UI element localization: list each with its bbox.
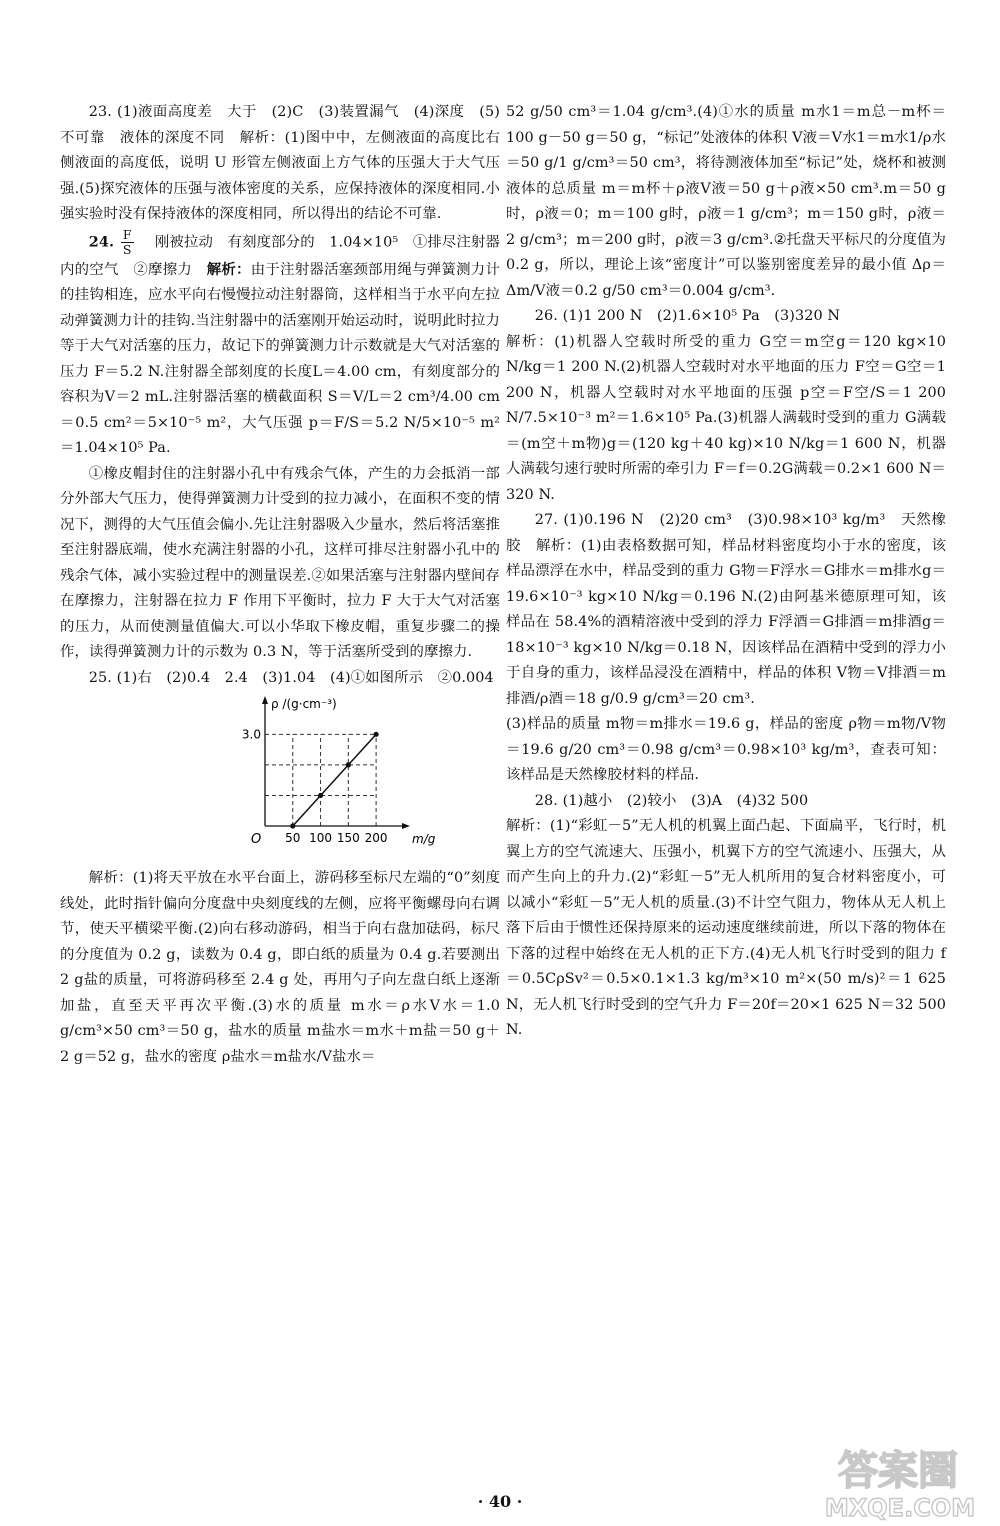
answer-24-jiexi-label: 解析：: [206, 260, 251, 278]
data-point: [290, 823, 295, 828]
svg-text:MXQE.COM: MXQE.COM: [824, 1494, 976, 1522]
answer-24-head: [60, 228, 500, 462]
answer-27-body-2: (3)样品的质量 m物＝m排水＝19.6 g，样品的密度 ρ物＝m物/V物＝19.6 g/20 cm³＝0.98 g/cm³＝0.98×10³ kg/m³，查表可知：该样品是天然橡胶材料的样品.: [506, 716, 946, 783]
x-ticks: [285, 831, 387, 845]
answer-27-body: 解析：(1)由表格数据可知，样品材料密度均小于水的密度，该样品漂浮在水中，样品受到的重力 G物＝F浮水＝G排水＝m排水g＝19.6×10⁻³ kg×10 N/kg＝0.196 N.(2)由阿基米德原理可知，该样品在 58.4%的酒精溶液中受到的浮力 F浮酒＝G排酒＝m排酒g＝18×10⁻³ kg×10 N/kg＝0.18 N，因该样品在酒精中受到的浮力小于自身的重力，该样品浸没在酒精中，样品的体积 V物＝V排酒＝m排酒/ρ酒＝18 g/0.9 g/cm³＝20 cm³.: [506, 537, 946, 707]
answer-28-head: 28. (1)越小 (2)较小 (3)A (4)32 500: [534, 792, 809, 809]
page-number: · 40 ·: [477, 1492, 523, 1511]
data-point: [374, 732, 379, 737]
y-axis-arrow: [262, 696, 268, 704]
series-line: [293, 734, 376, 826]
answer-27-head: [506, 508, 946, 712]
chart-svg: [60, 691, 500, 866]
origin-label: O: [251, 832, 262, 847]
fraction-f-over-s: [121, 228, 134, 257]
x-tick-label: 150: [336, 831, 360, 845]
fraction-denominator: S: [122, 241, 132, 257]
answer-28-body: 解析：(1)“彩虹－5”无人机的机翼上面凸起、下面扁平，飞行时，机翼上方的空气流速大、压强小，机翼下方的空气流速小、压强大，从而产生向上的升力.(2)“彩虹－5”无人机所用的复合材料密度小，可以减小“彩虹－5”无人机的质量.(3)不计空气阻力，物体从无人机上落下后由于惯性还保持原来的运动速度继续前进，所以下落的物体在下落的过程中始终在无人机的正下方.(4)无人机飞行时受到的阻力 f＝0.5CρSv²＝0.5×0.1×1.3 kg/m³×10 m²×(50 m/s)²＝1 625 N，无人机飞行时受到的空气升力 F＝20f＝20×1 625 N＝32 500 N.: [506, 818, 946, 1038]
answer-25-head: 25. (1)右 (2)0.4 2.4 (3)1.04 (4)①如图所示 ②0.004: [88, 669, 494, 686]
y-axis-label: ρ /(g·cm⁻³): [271, 697, 337, 711]
fraction-numerator: F: [122, 226, 132, 242]
right-column: [506, 100, 946, 1044]
answer-24-body: 由于注射器活塞颈部用绳与弹簧测力计的挂钩相连，应水平向右慢慢拉动注射器筒，这样相当于水平向左拉动弹簧测力计的挂钩.当注射器中的活塞刚开始运动时，说明此时拉力等于大气对活塞的压力，故记下的弹簧测力计示数就是大气对活塞的压力 F＝5.2 N.注射器全部刻度的长度L＝4.00 cm，有刻度部分的容积为V＝2 mL.注射器活塞的横截面积 S＝V/L＝2 cm³/4.00 cm＝0.5 cm²＝5×10⁻⁵ m²，大气压强 p＝F/S＝5.2 N/5×10⁻⁵ m²＝1.04×10⁵ Pa.: [60, 261, 500, 456]
data-point: [346, 762, 351, 767]
answer-26-body: 解析：(1)机器人空载时所受的重力 G空＝m空g＝120 kg×10 N/kg＝1 200 N.(2)机器人空载时对水平地面的压力 F空＝G空＝1 200 N，机器人空载时对水平地面的压强 p空＝F空/S＝1 200 N/7.5×10⁻³ m²＝1.6×10⁵ Pa.(3)机器人满载时受到的重力 G满载＝(m空＋m物)g＝(120 kg＋40 kg)×10 N/kg＝1 600 N，机器人满载匀速行驶时所需的牵引力 F＝f＝0.2G满载＝0.2×1 600 N＝320 N.: [506, 333, 946, 503]
answer-25-body: 解析：(1)将天平放在水平台面上，游码移至标尺左端的“0”刻度线处，此时指针偏向分度盘中央刻度线的左侧，应将平衡螺母向右调节，使天平横梁平衡.(2)向右移动游码，相当于向右盘加砝码，标尺的分度值为 0.2 g，读数为 0.4 g，即白纸的质量为 0.4 g.若要测出 2 g盐的质量，可将游码移至 2.4 g 处，再用勺子向左盘白纸上逐渐加盐，直至天平再次平衡.(3)水的质量 m水＝ρ水V水＝1.0 g/cm³×50 cm³＝50 g，盐水的质量 m盐水＝m水＋m盐＝50 g＋2 g＝52 g，盐水的密度 ρ盐水＝m盐水/V盐水＝: [60, 870, 500, 1065]
density-mass-graph: [60, 691, 500, 866]
answer-24-number: 24.: [88, 233, 115, 250]
answer-25-continued: 52 g/50 cm³＝1.04 g/cm³.(4)①水的质量 m水1＝m总－m杯＝100 g－50 g＝50 g，“标记”处液体的体积 V液＝V水1＝m水1/ρ水＝50 g/1 g/cm³＝50 cm³，将待测液体加至“标记”处，烧杯和被测液体的总质量 m＝m杯＋ρ液V液＝50 g＋ρ液×50 cm³.m＝50 g时，ρ液＝0；m＝100 g时，ρ液＝1 g/cm³；m＝150 g时，ρ液＝2 g/cm³；m＝200 g时，ρ液＝3 g/cm³.②托盘天平标尺的分度值为 0.2 g，所以，理论上该“密度计”可以鉴别密度差异的最小值 Δρ＝Δm/V液＝0.2 g/50 cm³＝0.004 g/cm³.: [506, 104, 947, 299]
answer-27-answers: 27. (1)0.196 N (2)20 cm³ (3)0.98×10³ kg/m³ 天然橡胶: [506, 512, 946, 554]
svg-text:答案圈: 答案圈: [838, 1448, 958, 1494]
y-tick-label: 3.0: [241, 727, 261, 742]
answer-24-answers: 刚被拉动 有刻度部分的 1.04×10⁵ ①排尽注射器内的空气 ②摩擦力: [60, 234, 500, 278]
x-axis-arrow: [402, 823, 410, 829]
x-tick-label: 200: [364, 831, 388, 845]
y-ticks: [242, 727, 261, 741]
watermark-logo: [808, 1440, 988, 1522]
left-column: [60, 100, 500, 1070]
axes: [262, 696, 410, 829]
x-axis-label: m/g: [412, 832, 436, 846]
answer-26-head: 26. (1)1 200 N (2)1.6×10⁵ Pa (3)320 N: [534, 308, 841, 324]
answer-23: 23. (1)液面高度差 大于 (2)C (3)装置漏气 (4)深度 (5)不可靠 液体的深度不同 解析：(1)图中中，左侧液面的高度比右侧液面的高度低，说明 U 形管左侧液面上方气体的压强大于大气压强.(5)探究液体的压强与液体密度的关系，应保持液体的深度相同.小强实验时没有保持液体的深度相同，所以得出的结论不可靠.: [60, 104, 500, 222]
x-tick-label: 100: [309, 831, 333, 845]
data-line: [290, 732, 379, 829]
grid-lines: [265, 734, 376, 826]
answer-24-body-2: ①橡皮帽封住的注射器小孔中有残余气体，产生的力会抵消一部分外部大气压力，使得弹簧测力计受到的拉力减小，在面积不变的情况下，测得的大气压值会偏小.先让注射器吸入少量水，然后将活塞推至注射器底端，使水充满注射器的小孔，这样可排尽注射器小孔中的残余气体，减小实验过程中的测量误差.②如果活塞与注射器内壁间存在摩擦力，注射器在拉力 F 作用下平衡时，拉力 F 大于大气对活塞的压力，从而使测量值偏大.可以小华取下橡皮帽，重复步骤二的操作，读得弹簧测力计的示数为 0.3 N，等于活塞所受到的摩擦力.: [60, 465, 500, 660]
data-point: [318, 793, 323, 798]
x-tick-label: 50: [285, 831, 301, 845]
